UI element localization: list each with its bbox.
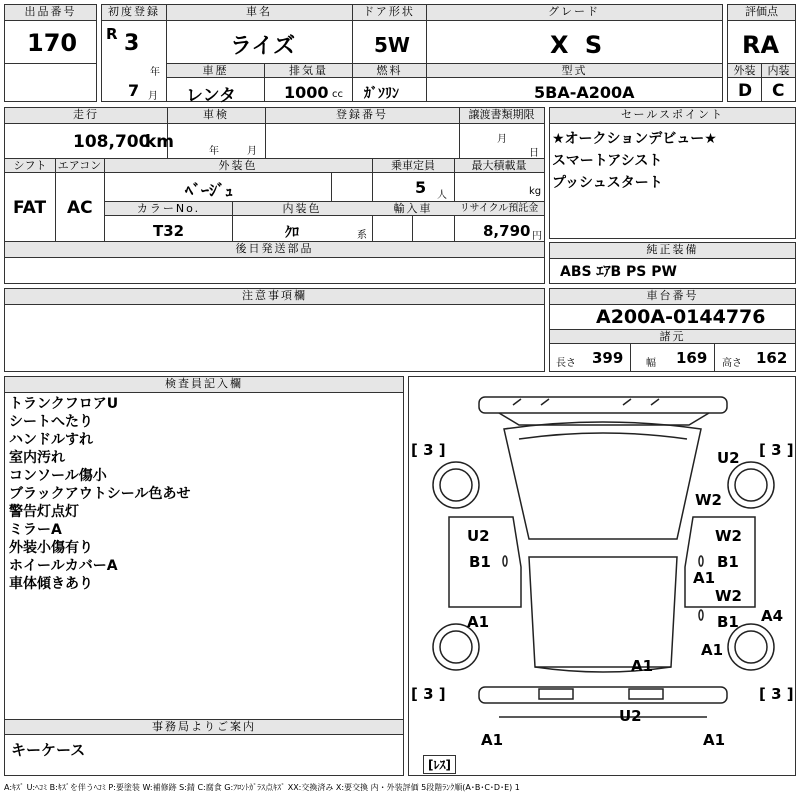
inspector-note: ホイールカバーA xyxy=(9,558,118,574)
inspector-note: ブラックアウトシール色あせ xyxy=(9,486,191,502)
inspector-note: ミラーA xyxy=(9,522,62,538)
damage-mark: A4 xyxy=(761,607,784,625)
history-label: 車歴 xyxy=(167,64,264,78)
height-value: 162 xyxy=(756,349,788,367)
damage-mark: B1 xyxy=(469,553,491,571)
inspector-note: ハンドルすれ xyxy=(9,432,93,448)
damage-mark: A1 xyxy=(701,641,724,659)
inspection-label: 車検 xyxy=(167,108,265,124)
transfer-day-unit: 日 xyxy=(529,148,539,159)
inspector-note: シートへたり xyxy=(9,414,93,430)
later-parts-label: 後日発送部品 xyxy=(5,242,544,258)
year-unit: 年 xyxy=(150,67,160,78)
fuel-type: ｶﾞｿﾘﾝ xyxy=(364,86,399,102)
inspector-note: 警告灯点灯 xyxy=(9,504,79,520)
reg-year: 3 xyxy=(124,31,140,56)
first-reg-label: 初度登録 xyxy=(102,5,166,21)
ac-label: エアコン xyxy=(55,159,104,173)
score-value: RA xyxy=(742,31,780,59)
import-label: 輸入車 xyxy=(372,202,454,216)
spare-tire-note: [ﾚｽ] xyxy=(423,755,456,774)
damage-mark: B1 xyxy=(717,613,739,631)
inspector-note: コンソール傷小 xyxy=(9,468,107,484)
car-name-label: 車名 xyxy=(166,5,352,21)
interior-color-unit: 系 xyxy=(357,230,367,241)
spec-table xyxy=(4,107,545,284)
chassis-number: A200A-0144776 xyxy=(596,306,766,328)
inspector-note: 室内汚れ xyxy=(9,450,65,466)
sales-point-item: スマートアシスト xyxy=(552,153,663,169)
regno-label: 登録番号 xyxy=(265,108,459,124)
damage-mark: W2 xyxy=(695,491,722,509)
capacity-unit: 人 xyxy=(437,190,447,201)
month-unit: 月 xyxy=(148,91,158,102)
displacement: 1000 xyxy=(284,83,329,102)
recycle-fee: 8,790 xyxy=(483,222,531,240)
length-value: 399 xyxy=(592,349,624,367)
width-label: 幅 xyxy=(646,358,656,369)
office-label: 事務局よりご案内 xyxy=(5,719,403,735)
score-label: 評価点 xyxy=(728,5,795,21)
capacity: 5 xyxy=(415,178,427,197)
inspector-note: 外装小傷有り xyxy=(9,540,93,556)
color-label: 外装色 xyxy=(104,159,372,173)
tire-front-right-tread: [ 3 ] xyxy=(759,441,794,459)
dims-label: 諸元 xyxy=(550,329,795,344)
damage-mark: B1 xyxy=(717,553,739,571)
grade-label: グレード xyxy=(426,5,722,21)
score-box xyxy=(727,4,796,102)
exterior-label: 外装 xyxy=(728,64,761,78)
damage-mark: A1 xyxy=(693,569,716,587)
era: R xyxy=(106,25,118,43)
interior-grade: C xyxy=(772,81,785,101)
shift-label: シフト xyxy=(5,159,55,173)
colorno-label: カラーNo. xyxy=(105,202,232,216)
car-outline xyxy=(409,377,795,775)
tire-rear-left-tread: [ 3 ] xyxy=(411,685,446,703)
door-label: ドア形状 xyxy=(352,5,426,21)
height-label: 高さ xyxy=(722,358,742,369)
sales-point-label: セールスポイント xyxy=(550,108,795,124)
inspection-month-unit: 月 xyxy=(247,146,257,157)
notes-box xyxy=(4,288,545,372)
damage-mark: U2 xyxy=(717,449,740,467)
exterior-grade: D xyxy=(738,81,753,101)
displacement-unit: cc xyxy=(332,89,343,100)
vehicle-header-box xyxy=(101,4,723,106)
displacement-label: 排気量 xyxy=(265,64,352,78)
shift-type: FAT xyxy=(13,198,47,218)
exterior-color: ﾍﾞｰｼﾞｭ xyxy=(185,181,234,200)
inspector-note: 車体傾きあり xyxy=(9,576,93,592)
sales-point-box xyxy=(549,107,796,239)
damage-legend: A:ｷｽﾞ U:ﾍｺﾐ B:ｷｽﾞを伴うﾍｺﾐ P:要塗装 W:補修跡 S:錆 C:腐食 G:ﾌﾛﾝﾄｶﾞﾗｽ点ｷｽﾞ XX:交換済み X:要交換 内・外装評価 5段階ﾗﾝｸ順(A･B･C･D･E) 1 xyxy=(4,783,520,792)
color-number: T32 xyxy=(153,222,185,240)
tire-rear-right-tread: [ 3 ] xyxy=(759,685,794,703)
load-unit: kg xyxy=(529,186,542,197)
interior-color-label: 内装色 xyxy=(232,202,372,216)
sales-point-item: プッシュスタート xyxy=(552,175,663,191)
ac-type: AC xyxy=(67,198,93,218)
chassis-box xyxy=(549,288,796,372)
damage-mark: W2 xyxy=(715,527,742,545)
recycle-unit: 円 xyxy=(532,231,542,242)
inspector-label: 検査員記入欄 xyxy=(5,377,403,393)
equipment-list: ABS ｴｱB PS PW xyxy=(560,264,677,280)
damage-mark: U2 xyxy=(619,707,642,725)
load-label: 最大積載量 xyxy=(454,159,544,173)
damage-mark: W2 xyxy=(715,587,742,605)
transfer-label: 譲渡書類期限 xyxy=(459,108,544,124)
fuel-label: 燃料 xyxy=(353,64,426,78)
damage-mark: A1 xyxy=(467,613,490,631)
equipment-box xyxy=(549,242,796,284)
sales-point-item: ★オークションデビュー★ xyxy=(552,131,717,147)
notes-label: 注意事項欄 xyxy=(5,289,544,305)
capacity-label: 乗車定員 xyxy=(372,159,454,173)
vehicle-history: レンタ xyxy=(186,86,236,106)
interior-label: 内装 xyxy=(762,64,795,78)
mileage: 108,700 xyxy=(73,132,151,152)
equipment-label: 純正装備 xyxy=(550,243,795,259)
damage-diagram xyxy=(408,376,796,776)
length-label: 長さ xyxy=(556,358,576,369)
width-value: 169 xyxy=(676,349,708,367)
damage-mark: A1 xyxy=(481,731,504,749)
chassis-label: 車台番号 xyxy=(550,289,795,305)
damage-mark: U2 xyxy=(467,527,490,545)
damage-mark: A1 xyxy=(703,731,726,749)
lot-number: 170 xyxy=(27,29,78,57)
damage-mark: A1 xyxy=(631,657,654,675)
recycle-label: リサイクル預託金 xyxy=(454,202,544,216)
grade: X S xyxy=(550,31,607,59)
inspector-box xyxy=(4,376,404,776)
reg-month: 7 xyxy=(128,81,140,100)
car-name: ライズ xyxy=(230,34,296,59)
lot-number-box xyxy=(4,4,97,102)
model-label: 型式 xyxy=(427,64,722,78)
office-note: キーケース xyxy=(11,741,86,759)
transfer-month-unit: 月 xyxy=(497,134,507,145)
inspection-year-unit: 年 xyxy=(209,146,219,157)
mileage-label: 走行 xyxy=(5,108,167,124)
interior-color: ｸﾛ xyxy=(285,225,299,241)
door-type: 5W xyxy=(374,33,410,57)
lot-number-label: 出品番号 xyxy=(5,5,96,21)
mileage-unit: km xyxy=(145,132,175,152)
model-code: 5BA-A200A xyxy=(534,83,635,102)
inspector-note: トランクフロアU xyxy=(9,396,119,412)
tire-front-left-tread: [ 3 ] xyxy=(411,441,446,459)
